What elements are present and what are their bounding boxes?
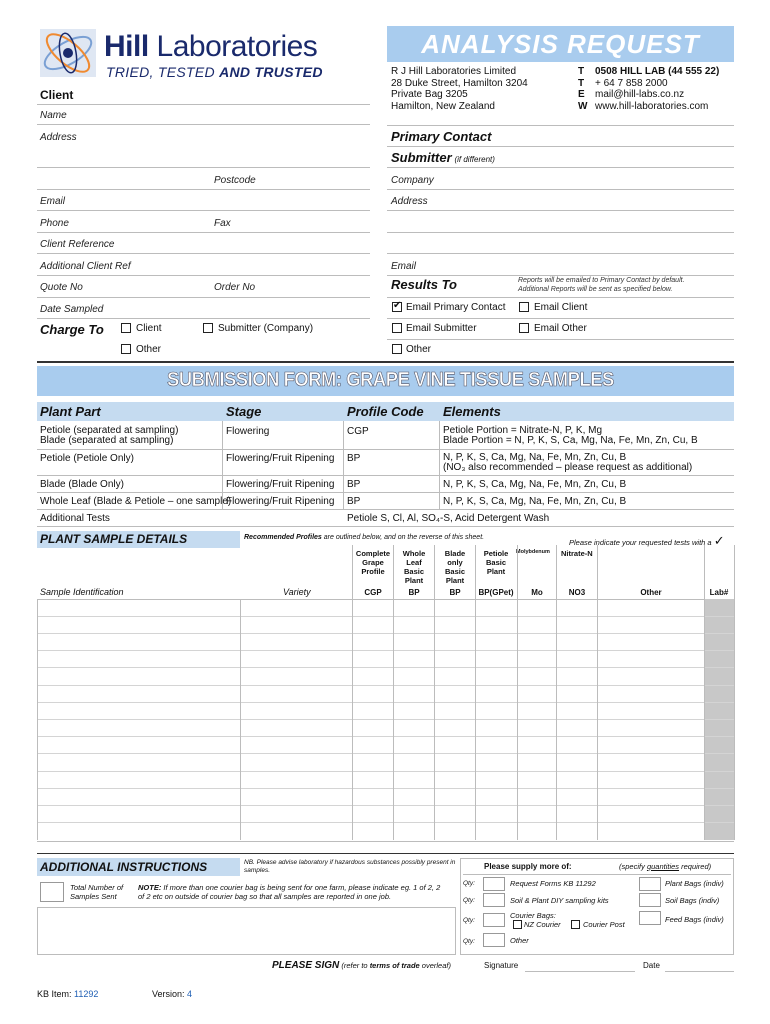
profile-code-cell: BP bbox=[347, 479, 361, 490]
submission-banner bbox=[37, 366, 734, 396]
stage-cell: Flowering bbox=[226, 426, 270, 437]
email-primary-checkbox[interactable] bbox=[392, 302, 402, 312]
note-bold: NOTE: bbox=[138, 883, 162, 892]
sample-details-heading: PLANT SAMPLE DETAILS bbox=[40, 532, 188, 546]
date-sampled-field[interactable] bbox=[110, 299, 370, 317]
courier-note bbox=[138, 883, 448, 901]
additional-ref-field[interactable] bbox=[140, 255, 370, 273]
lab-address bbox=[391, 66, 528, 112]
submitter-if-different: (if different) bbox=[454, 155, 495, 164]
profile-code-cell: BP bbox=[347, 453, 361, 464]
signature-field[interactable] bbox=[525, 957, 635, 972]
results-note-line: Additional Reports will be sent as specified below. bbox=[518, 286, 673, 293]
email-field[interactable] bbox=[80, 191, 370, 209]
supply-heading: Please supply more of: bbox=[484, 862, 572, 871]
submission-title: SUBMISSION FORM: GRAPE VINE TISSUE SAMPLES bbox=[167, 369, 614, 391]
client-reference-field[interactable] bbox=[125, 234, 370, 252]
tagline-bold: AND TRUSTED bbox=[219, 64, 323, 80]
kb-item bbox=[37, 989, 98, 999]
elements-line: (NO₃ also recommended – please request as additional) bbox=[443, 462, 693, 473]
logo bbox=[38, 27, 98, 79]
recommended-note bbox=[244, 534, 484, 541]
note-rest: If more than one courier bag is being sent for one farm, please indicate eg. 1 of 2, 2 of 2 etc on outside of courier bag so that all samples are reported in one job. bbox=[138, 883, 441, 901]
soil-bags-label: Soil Bags (indiv) bbox=[665, 896, 720, 905]
company-label: Company bbox=[391, 175, 434, 186]
results-other-field[interactable] bbox=[440, 340, 734, 358]
feed-bags-qty[interactable] bbox=[639, 911, 661, 925]
charge-submitter-label: Submitter (Company) bbox=[218, 323, 314, 334]
contact-key: T bbox=[578, 66, 585, 77]
col-stage: Stage bbox=[226, 404, 262, 419]
kb-item-value: 11292 bbox=[74, 989, 99, 999]
stage-cell: Flowering/Fruit Ripening bbox=[226, 496, 335, 507]
elements-line: Blade Portion = N, P, K, S, Ca, Mg, Na, Fe, Mn, Zn, Cu, B bbox=[443, 435, 698, 446]
lab-address-line: Private Bag 3205 bbox=[391, 89, 468, 100]
postcode-label: Postcode bbox=[214, 175, 256, 186]
phone-freephone: 0508 HILL LAB (44 555 22) bbox=[595, 66, 720, 77]
stage-cell: Flowering/Fruit Ripening bbox=[226, 453, 335, 464]
col-plant-part: Plant Part bbox=[40, 404, 101, 419]
please-sign-label: PLEASE SIGN bbox=[272, 960, 340, 971]
elements-cell: N, P, K, S, Ca, Mg, Na, Fe, Mn, Zn, Cu, B bbox=[443, 496, 627, 507]
fax-label: Fax bbox=[214, 218, 231, 229]
code-bp: BP bbox=[408, 588, 420, 597]
email-client-label: Email Client bbox=[534, 302, 588, 313]
primary-contact-field[interactable] bbox=[500, 127, 734, 145]
contact-email-field[interactable] bbox=[430, 255, 734, 273]
results-note bbox=[518, 276, 685, 294]
elements-cell bbox=[443, 426, 698, 446]
plant-part-cell: Petiole (Petiole Only) bbox=[40, 453, 134, 464]
name-field[interactable] bbox=[120, 106, 370, 124]
plant-part-cell: Whole Leaf (Blade & Petiole – one sample) bbox=[40, 496, 232, 507]
contact-address-label: Address bbox=[391, 196, 428, 207]
code-cgp: CGP bbox=[364, 588, 382, 597]
plant-part-cell: Blade (Blade Only) bbox=[40, 479, 124, 490]
email-other-checkbox[interactable] bbox=[519, 323, 529, 333]
test-heading: Nitrate-N bbox=[561, 549, 593, 558]
please-sign bbox=[272, 960, 451, 971]
contact-email-label: Email bbox=[391, 261, 417, 272]
tagline-part: TRIED, TESTED bbox=[106, 64, 220, 80]
feed-bags-label: Feed Bags (indiv) bbox=[665, 915, 724, 924]
name-label: Name bbox=[40, 110, 67, 121]
brand-name-rest: Laboratories bbox=[156, 30, 318, 63]
col-elements: Elements bbox=[443, 404, 501, 419]
code-no3: NO3 bbox=[568, 588, 586, 597]
results-note-line: Reports will be emailed to Primary Contact by default. bbox=[518, 277, 685, 284]
profile-code-cell: BP bbox=[347, 496, 361, 507]
phone-number: + 64 7 858 2000 bbox=[595, 77, 668, 89]
website: www.hill-laboratories.com bbox=[595, 100, 709, 112]
test-heading: Blade only Basic Plant bbox=[444, 549, 466, 585]
additional-tests-value: Petiole S, Cl, Al, SO₄-S, Acid Detergent Wash bbox=[347, 513, 550, 524]
code-bp-gpet: BP(GPet) bbox=[478, 588, 514, 597]
contact-key: T bbox=[578, 77, 585, 89]
quote-no-field[interactable] bbox=[90, 277, 208, 295]
quote-no-label: Quote No bbox=[40, 282, 83, 293]
submitter-field[interactable] bbox=[500, 148, 734, 166]
email-address: mail@hill-labs.co.nz bbox=[595, 89, 685, 100]
section-divider bbox=[37, 361, 734, 363]
phone-label: Phone bbox=[40, 218, 69, 229]
version-value: 4 bbox=[187, 989, 193, 999]
lab-address-line: Hamilton, New Zealand bbox=[391, 100, 495, 112]
instructions-heading: ADDITIONAL INSTRUCTIONS bbox=[40, 860, 208, 874]
supply-other-label: Other bbox=[510, 936, 529, 945]
email-label: Email bbox=[40, 196, 66, 207]
hazard-note: NB. Please advise laboratory if hazardous substances possibly present in samples. bbox=[244, 859, 456, 874]
qty-label: Qty: bbox=[463, 897, 475, 904]
specify-quantities: quantities bbox=[646, 862, 680, 871]
lab-contacts bbox=[578, 66, 719, 112]
test-heading: Whole Leaf Basic Plant bbox=[402, 549, 426, 585]
charge-client-label: Client bbox=[136, 323, 162, 334]
charge-submitter-checkbox[interactable] bbox=[203, 323, 213, 333]
profile-code-cell: CGP bbox=[347, 426, 369, 437]
indicate-note bbox=[569, 533, 725, 549]
diy-kits-label: Soil & Plant DIY sampling kits bbox=[510, 896, 609, 905]
plant-bags-qty[interactable] bbox=[639, 877, 661, 891]
banner-title: ANALYSIS REQUEST bbox=[421, 29, 700, 59]
courier-post-checkbox[interactable] bbox=[571, 920, 580, 929]
client-heading: Client bbox=[40, 88, 74, 102]
plant-bags-label: Plant Bags (indiv) bbox=[665, 879, 724, 888]
brand-tagline bbox=[106, 64, 323, 80]
total-samples-label: Total Number of Samples Sent bbox=[70, 883, 124, 901]
results-to-label: Results To bbox=[391, 277, 457, 292]
recommended-bold: Recommended Profiles bbox=[244, 534, 322, 541]
qty-label: Qty: bbox=[463, 917, 475, 924]
recommended-rest: are outlined below, and on the reverse of this sheet. bbox=[321, 534, 485, 541]
total-samples-box[interactable] bbox=[40, 882, 64, 902]
version-label: Version: bbox=[152, 989, 185, 999]
version bbox=[152, 989, 192, 999]
charge-client-checkbox[interactable] bbox=[121, 323, 131, 333]
code-other: Other bbox=[640, 588, 662, 597]
results-other-checkbox[interactable] bbox=[392, 344, 402, 354]
test-heading: Molybdenum bbox=[516, 549, 550, 555]
courier-post-label: Courier Post bbox=[583, 920, 625, 929]
indicate-text: Please indicate your requested tests with a bbox=[569, 538, 712, 547]
email-client-checkbox[interactable] bbox=[519, 302, 529, 312]
terms-of-trade-link: terms of trade bbox=[369, 961, 420, 970]
signature-label: Signature bbox=[484, 961, 519, 970]
charge-to-label: Charge To bbox=[40, 322, 104, 337]
email-submitter-label: Email Submitter bbox=[406, 323, 477, 334]
refer-part: overleaf) bbox=[419, 961, 451, 970]
email-other-label: Email Other bbox=[534, 323, 587, 334]
fax-field[interactable] bbox=[240, 212, 370, 230]
address-label: Address bbox=[40, 132, 77, 143]
date-field[interactable] bbox=[665, 957, 734, 972]
table-row bbox=[40, 426, 178, 446]
order-no-field[interactable] bbox=[262, 277, 370, 295]
company-field[interactable] bbox=[440, 169, 734, 187]
brand-name-bold: Hill bbox=[104, 30, 149, 63]
banner bbox=[387, 26, 734, 62]
tick-icon: ✓ bbox=[713, 533, 725, 548]
lab-address-line: R J Hill Laboratories Limited bbox=[391, 66, 517, 77]
test-heading: Petiole Basic Plant bbox=[483, 549, 509, 576]
kb-item-label: KB Item: bbox=[37, 989, 72, 999]
col-profile-code: Profile Code bbox=[347, 404, 424, 419]
test-heading: Complete Grape Profile bbox=[355, 549, 391, 576]
contact-address-field[interactable] bbox=[440, 191, 734, 253]
results-other-label: Other bbox=[406, 344, 432, 355]
primary-contact-label: Primary Contact bbox=[391, 129, 492, 144]
additional-ref-label: Additional Client Ref bbox=[40, 261, 131, 272]
lab-address-line: 28 Duke Street, Hamilton 3204 bbox=[391, 77, 528, 89]
specify-part: required) bbox=[679, 862, 712, 871]
elements-cell: N, P, K, S, Ca, Mg, Na, Fe, Mn, Zn, Cu, B bbox=[443, 479, 627, 490]
supply-specify bbox=[619, 862, 711, 871]
phone-field[interactable] bbox=[80, 212, 208, 230]
contact-key: W bbox=[578, 100, 588, 112]
code-mo: Mo bbox=[531, 588, 543, 597]
date-label: Date bbox=[643, 961, 660, 970]
charge-other-field[interactable] bbox=[170, 340, 370, 358]
charge-other-label: Other bbox=[136, 344, 162, 355]
specify-part: (specify bbox=[619, 862, 647, 871]
qty-label: Qty: bbox=[463, 938, 475, 945]
charge-other-checkbox[interactable] bbox=[121, 344, 131, 354]
request-forms-qty[interactable] bbox=[483, 877, 505, 891]
submitter-row bbox=[391, 150, 495, 165]
refer-part: (refer to bbox=[339, 961, 370, 970]
other-qty[interactable] bbox=[483, 933, 505, 947]
submitter-label: Submitter bbox=[391, 150, 452, 165]
sample-id-label: Sample Identification bbox=[40, 587, 124, 597]
soil-bags-qty[interactable] bbox=[639, 893, 661, 907]
nz-courier-checkbox[interactable] bbox=[513, 920, 522, 929]
instructions-textarea[interactable] bbox=[37, 907, 456, 955]
courier-bags-qty[interactable] bbox=[483, 913, 505, 927]
qty-label: Qty: bbox=[463, 880, 475, 887]
elements-line: N, P, K, S, Ca, Mg, Na, Fe, Mn, Zn, Cu, B bbox=[443, 452, 627, 463]
date-sampled-label: Date Sampled bbox=[40, 304, 104, 315]
elements-line: Petiole Portion = Nitrate-N, P, K, Mg bbox=[443, 425, 603, 436]
brand-name bbox=[104, 30, 317, 64]
email-submitter-checkbox[interactable] bbox=[392, 323, 402, 333]
order-no-label: Order No bbox=[214, 282, 256, 293]
nz-courier-label: NZ Courier bbox=[524, 920, 561, 929]
email-primary-label: Email Primary Contact bbox=[406, 302, 506, 313]
logo-emblem-icon bbox=[38, 27, 98, 79]
contact-key: E bbox=[578, 89, 585, 100]
plant-part-cell: Blade (separated at sampling) bbox=[40, 435, 174, 446]
client-reference-label: Client Reference bbox=[40, 239, 115, 250]
code-lab: Lab# bbox=[709, 588, 729, 597]
additional-tests-label: Additional Tests bbox=[40, 513, 110, 524]
request-forms-label: Request Forms KB 11292 bbox=[510, 879, 596, 888]
stage-cell: Flowering/Fruit Ripening bbox=[226, 479, 335, 490]
courier-bags-label: Courier Bags: bbox=[510, 911, 556, 920]
elements-cell bbox=[443, 453, 692, 473]
plant-part-cell: Petiole (separated at sampling) bbox=[40, 425, 179, 436]
instructions-divider bbox=[37, 853, 734, 854]
variety-label: Variety bbox=[283, 587, 311, 597]
code-bp: BP bbox=[449, 588, 461, 597]
diy-kits-qty[interactable] bbox=[483, 893, 505, 907]
